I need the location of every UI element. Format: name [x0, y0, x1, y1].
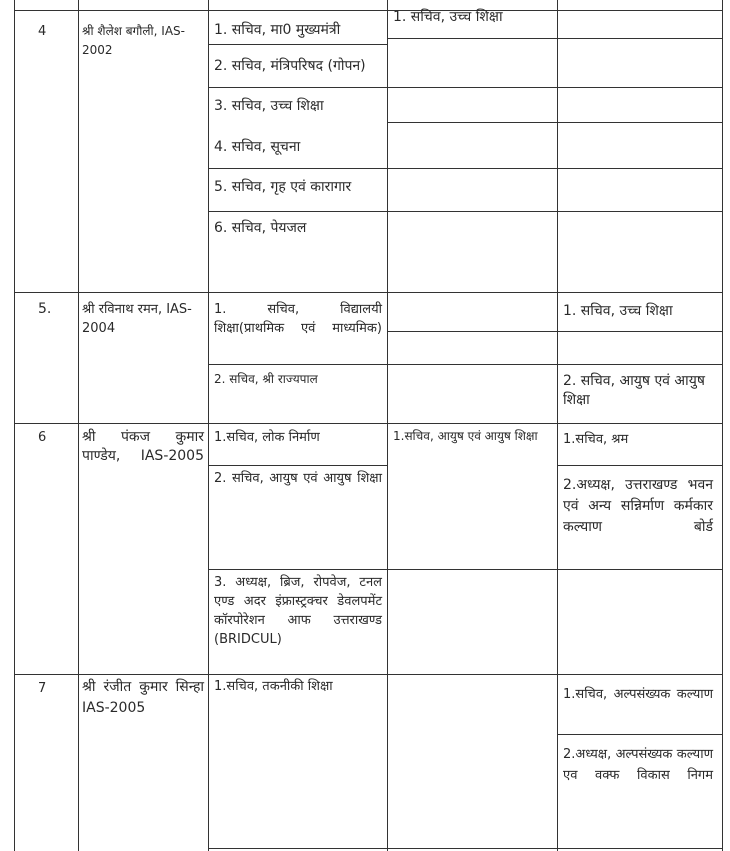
row4-sub-line: [387, 122, 722, 123]
col-border-4: [557, 0, 558, 851]
col-border-2: [208, 0, 209, 851]
posting-item: 2. सचिव, श्री राज्यपाल: [214, 372, 318, 386]
row4-sub-line: [387, 38, 722, 39]
row6-sub-line: [208, 569, 722, 570]
posting-item: 1. सचिव, मा0 मुख्यमंत्री: [214, 22, 341, 38]
row-border-top: [14, 10, 722, 11]
row7-sub-line: [557, 734, 722, 735]
serial-number: 6: [38, 430, 47, 445]
row7-sub-line: [208, 848, 722, 849]
posting-item: 2. सचिव, मंत्रिपरिषद (गोपन): [214, 58, 366, 74]
posting-item: 2.अध्यक्ष, उत्तराखण्ड भवन एवं अन्य सन्निर्माण कर्मकार कल्याण बोर्ड: [563, 477, 713, 535]
posting-item: 1.सचिव, आयुष एवं आयुष शिक्षा: [393, 429, 538, 443]
row6-sub-line: [557, 465, 722, 466]
row-border-6-7: [14, 674, 722, 675]
row-border-5-6: [14, 423, 722, 424]
officer-name: श्री रविनाथ रमन, IAS-2004: [82, 302, 192, 336]
posting-item: 6. सचिव, पेयजल: [214, 220, 307, 236]
posting-item: 1.सचिव, लोक निर्माण: [214, 430, 320, 445]
serial-number: 4: [38, 24, 47, 39]
posting-item: 4. सचिव, सूचना: [214, 139, 301, 155]
col-border-1: [78, 0, 79, 851]
posting-item: 1. सचिव, उच्च शिक्षा: [393, 9, 503, 25]
officer-name: श्री रंजीत कुमार सिन्हा IAS-2005: [82, 679, 204, 716]
row4-sub-line: [208, 168, 722, 169]
posting-item: 1. सचिव, उच्च शिक्षा: [563, 303, 673, 319]
col-border-left: [14, 0, 15, 851]
posting-item: 1.सचिव, अल्पसंख्यक कल्याण: [563, 687, 713, 702]
row5-sub-line: [208, 364, 722, 365]
posting-item: 2. सचिव, आयुष एवं आयुष शिक्षा: [214, 471, 382, 486]
row6-sub-line: [208, 465, 387, 466]
posting-item: 3. अध्यक्ष, ब्रिज, रोपवेज, टनल एण्ड अदर इंफ्रास्ट्रक्चर डेवलपमेंट कॉरपोरेशन आफ उत्तराखण्ड (BRIDCUL): [214, 575, 382, 647]
posting-item: 1.सचिव, श्रम: [563, 432, 629, 447]
posting-item: 2.अध्यक्ष, अल्पसंख्यक कल्याण एव वक्फ विकास निगम: [563, 747, 713, 783]
col-border-right: [722, 0, 723, 851]
posting-item: 2. सचिव, आयुष एवं आयुष शिक्षा: [563, 373, 705, 408]
col-border-3: [387, 0, 388, 851]
officer-name: श्री शैलेश बगौली, IAS-2002: [82, 24, 185, 57]
posting-item: 5. सचिव, गृह एवं कारागार: [214, 179, 352, 195]
row-border-4-5: [14, 292, 722, 293]
posting-item: 3. सचिव, उच्च शिक्षा: [214, 98, 324, 114]
row4-sub-line: [208, 211, 722, 212]
posting-item: 1. सचिव, विद्यालयी शिक्षा(प्राथमिक एवं माध्यमिक): [214, 302, 382, 336]
serial-number: 5.: [38, 301, 52, 317]
posting-item: 1.सचिव, तकनीकी शिक्षा: [214, 679, 333, 694]
row4-sub-line: [208, 44, 387, 45]
row4-sub-line: [208, 87, 722, 88]
serial-number: 7: [38, 681, 47, 696]
officer-name: श्री पंकज कुमार पाण्डेय, IAS-2005: [82, 429, 204, 464]
row5-sub-line: [387, 331, 722, 332]
